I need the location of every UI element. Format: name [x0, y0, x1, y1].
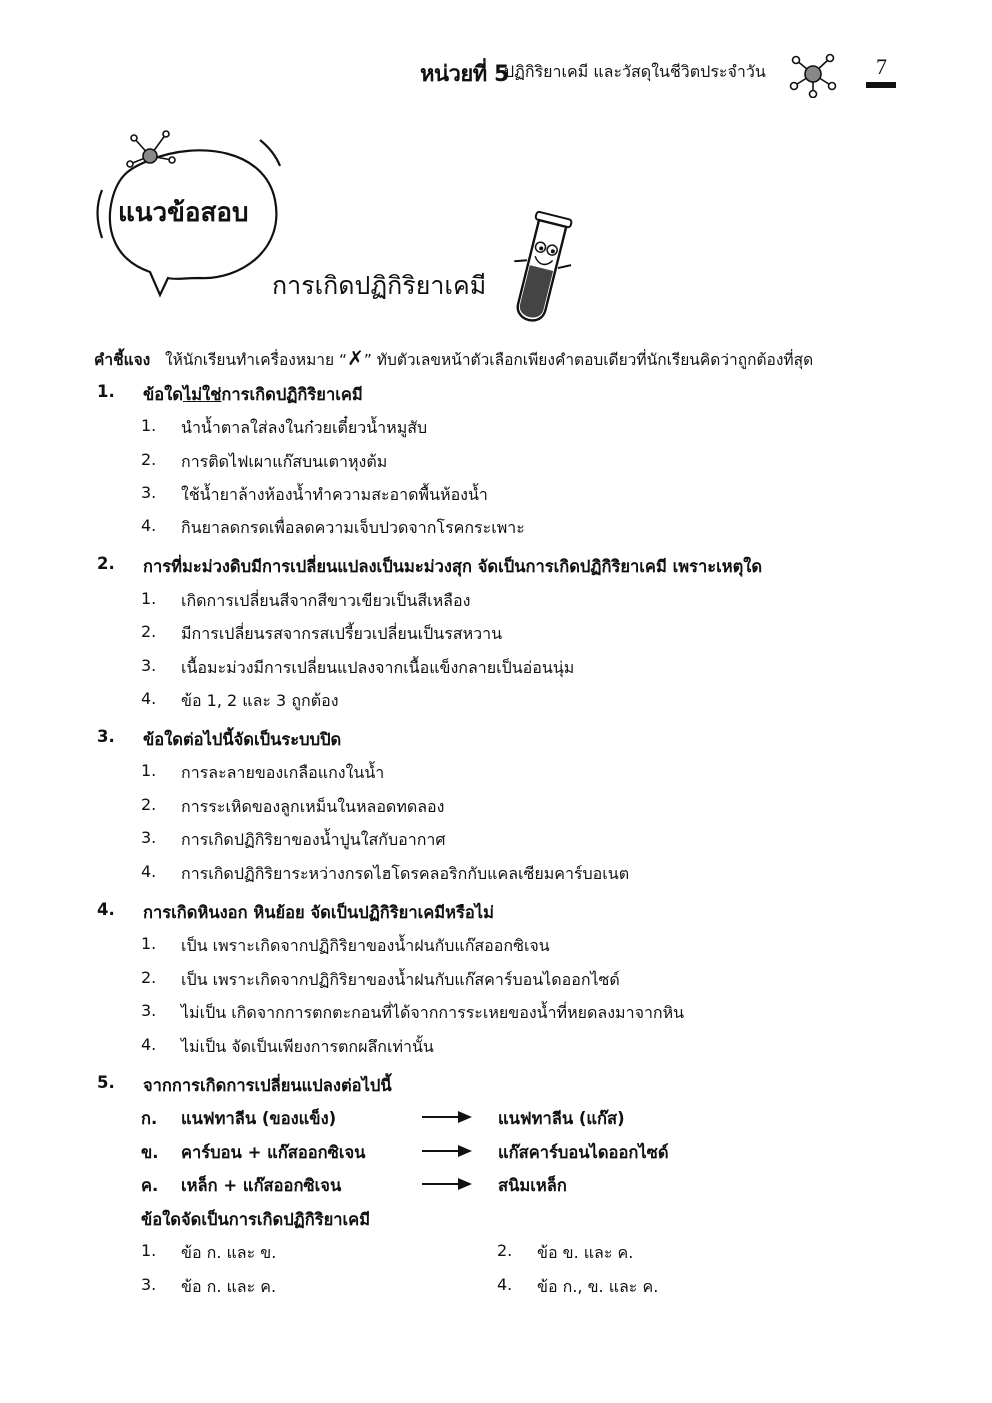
option-number: 4. [141, 1035, 157, 1054]
option-text: กินยาลดกรดเพื่อลดความเจ็บปวดจากโรคกระเพาะ [181, 518, 525, 537]
option-text: ไม่เป็น จัดเป็นเพียงการตกผลึกเท่านั้น [181, 1037, 434, 1056]
x-mark-icon: ✗ [347, 346, 364, 370]
question-text: การเกิดหินงอก หินย้อย จัดเป็นปฏิกิริยาเคมีหรือไม่ [143, 903, 494, 922]
banner-topic: การเกิดปฏิกิริยาเคมี [272, 271, 487, 300]
reaction-reactant: แนฟทาลีน (ของแข็ง) [181, 1109, 337, 1128]
option-number: 2. [141, 450, 157, 469]
question-suffix: การเกิดปฏิกิริยาเคมี [221, 385, 363, 404]
reaction-product: แก๊สคาร์บอนไดออกไซด์ [498, 1143, 669, 1162]
question-text: จากการเกิดการเปลี่ยนแปลงต่อไปนี้ [143, 1076, 392, 1095]
option-text: เป็น เพราะเกิดจากปฏิกิริยาของน้ำฝนกับแก๊สออกซิเจน [181, 936, 550, 955]
option-number: 3. [141, 656, 157, 675]
option-text: ข้อ ข. และ ค. [537, 1243, 634, 1262]
option-text: การเกิดปฏิกิริยาของน้ำปูนใสกับอากาศ [181, 830, 446, 849]
option-number: 4. [141, 862, 157, 881]
option-text: ใช้น้ำยาล้างห้องน้ำทำความสะอาดพื้นห้องน้ำ [181, 485, 488, 504]
option-text: การเกิดปฏิกิริยาระหว่างกรดไฮโดรคลอริกกับแคลเซียมคาร์บอเนต [181, 864, 630, 883]
question-underlined: ไม่ใช่ [182, 385, 222, 404]
question-text: ข้อใดต่อไปนี้จัดเป็นระบบปิด [143, 730, 342, 749]
option-number: 4. [141, 689, 157, 708]
option-text: ข้อ ก., ข. และ ค. [537, 1277, 659, 1296]
option-number: 4. [141, 516, 157, 535]
option-number: 1. [141, 416, 157, 435]
instruction-text-before: ให้นักเรียนทำเครื่องหมาย “ [165, 351, 348, 369]
question-followup: ข้อใดจัดเป็นการเกิดปฏิกิริยาเคมี [141, 1210, 371, 1229]
option-number: 1. [141, 934, 157, 953]
option-number: 1. [141, 589, 157, 608]
option-text: ข้อ 1, 2 และ 3 ถูกต้อง [181, 691, 339, 710]
reaction-label: ค. [141, 1176, 159, 1195]
option-number: 3. [141, 1001, 157, 1020]
reaction-product: สนิมเหล็ก [498, 1176, 567, 1195]
test-tube-mascot-icon [505, 208, 577, 333]
question-prefix: ข้อใด [143, 385, 183, 404]
question-number: 1. [97, 382, 115, 401]
question-text [143, 382, 363, 408]
option-number: 2. [141, 622, 157, 641]
question-number: 5. [97, 1073, 115, 1092]
instruction-text-after: ” ทับตัวเลขหน้าตัวเลือกเพียงคำตอบเดียวที่นักเรียนคิดว่าถูกต้องที่สุด [363, 351, 814, 369]
option-text: เป็น เพราะเกิดจากปฏิกิริยาของน้ำฝนกับแก๊สคาร์บอนไดออกไซด์ [181, 970, 620, 989]
unit-label: หน่วยที่ 5 [420, 62, 509, 87]
question-number: 4. [97, 900, 115, 919]
option-text: เนื้อมะม่วงมีการเปลี่ยนแปลงจากเนื้อแข็งกลายเป็นอ่อนนุ่ม [181, 658, 575, 677]
molecule-icon [788, 50, 838, 98]
page-number-bar [866, 82, 896, 88]
instruction-label: คำชี้แจง [94, 351, 151, 369]
reaction-label: ข. [141, 1143, 159, 1162]
reaction-reactant: เหล็ก + แก๊สออกซิเจน [181, 1176, 342, 1195]
option-text: ข้อ ก. และ ค. [181, 1277, 277, 1296]
option-text: ข้อ ก. และ ข. [181, 1243, 277, 1262]
right-arrow-icon [422, 1110, 472, 1124]
option-text: ไม่เป็น เกิดจากการตกตะกอนที่ได้จากการระเหยของน้ำที่หยดลงมาจากหิน [181, 1003, 685, 1022]
option-number: 3. [141, 483, 157, 502]
option-text: การระเหิดของลูกเหม็นในหลอดทดลอง [181, 797, 445, 816]
reaction-label: ก. [141, 1109, 158, 1128]
reaction-product: แนฟทาลีน (แก๊ส) [498, 1109, 625, 1128]
option-number: 1. [141, 1241, 157, 1260]
question-text: การที่มะม่วงดิบมีการเปลี่ยนแปลงเป็นมะม่วงสุก จัดเป็นการเกิดปฏิกิริยาเคมี เพราะเหตุใด [143, 557, 763, 576]
option-text: นำน้ำตาลใส่ลงในก๋วยเตี๋ยวน้ำหมูสับ [181, 418, 428, 437]
option-number: 2. [141, 795, 157, 814]
option-text: มีการเปลี่ยนรสจากรสเปรี้ยวเปลี่ยนเป็นรสหวาน [181, 624, 503, 643]
option-number: 2. [141, 968, 157, 987]
option-number: 2. [497, 1241, 513, 1260]
option-number: 3. [141, 1275, 157, 1294]
option-number: 4. [497, 1275, 513, 1294]
right-arrow-icon [422, 1177, 472, 1191]
option-text: การติดไฟเผาแก๊สบนเตาหุงต้ม [181, 452, 388, 471]
option-number: 3. [141, 828, 157, 847]
reaction-reactant: คาร์บอน + แก๊สออกซิเจน [181, 1143, 366, 1162]
instruction [94, 346, 813, 372]
right-arrow-icon [422, 1144, 472, 1158]
question-number: 3. [97, 727, 115, 746]
option-number: 1. [141, 761, 157, 780]
unit-subtitle: ปฏิกิริยาเคมี และวัสดุในชีวิตประจำวัน [504, 62, 766, 81]
page-number: 7 [876, 54, 887, 79]
banner-title: แนวข้อสอบ [118, 198, 249, 228]
option-text: เกิดการเปลี่ยนสีจากสีขาวเขียวเป็นสีเหลือง [181, 591, 471, 610]
option-text: การละลายของเกลือแกงในน้ำ [181, 763, 385, 782]
question-number: 2. [97, 554, 115, 573]
